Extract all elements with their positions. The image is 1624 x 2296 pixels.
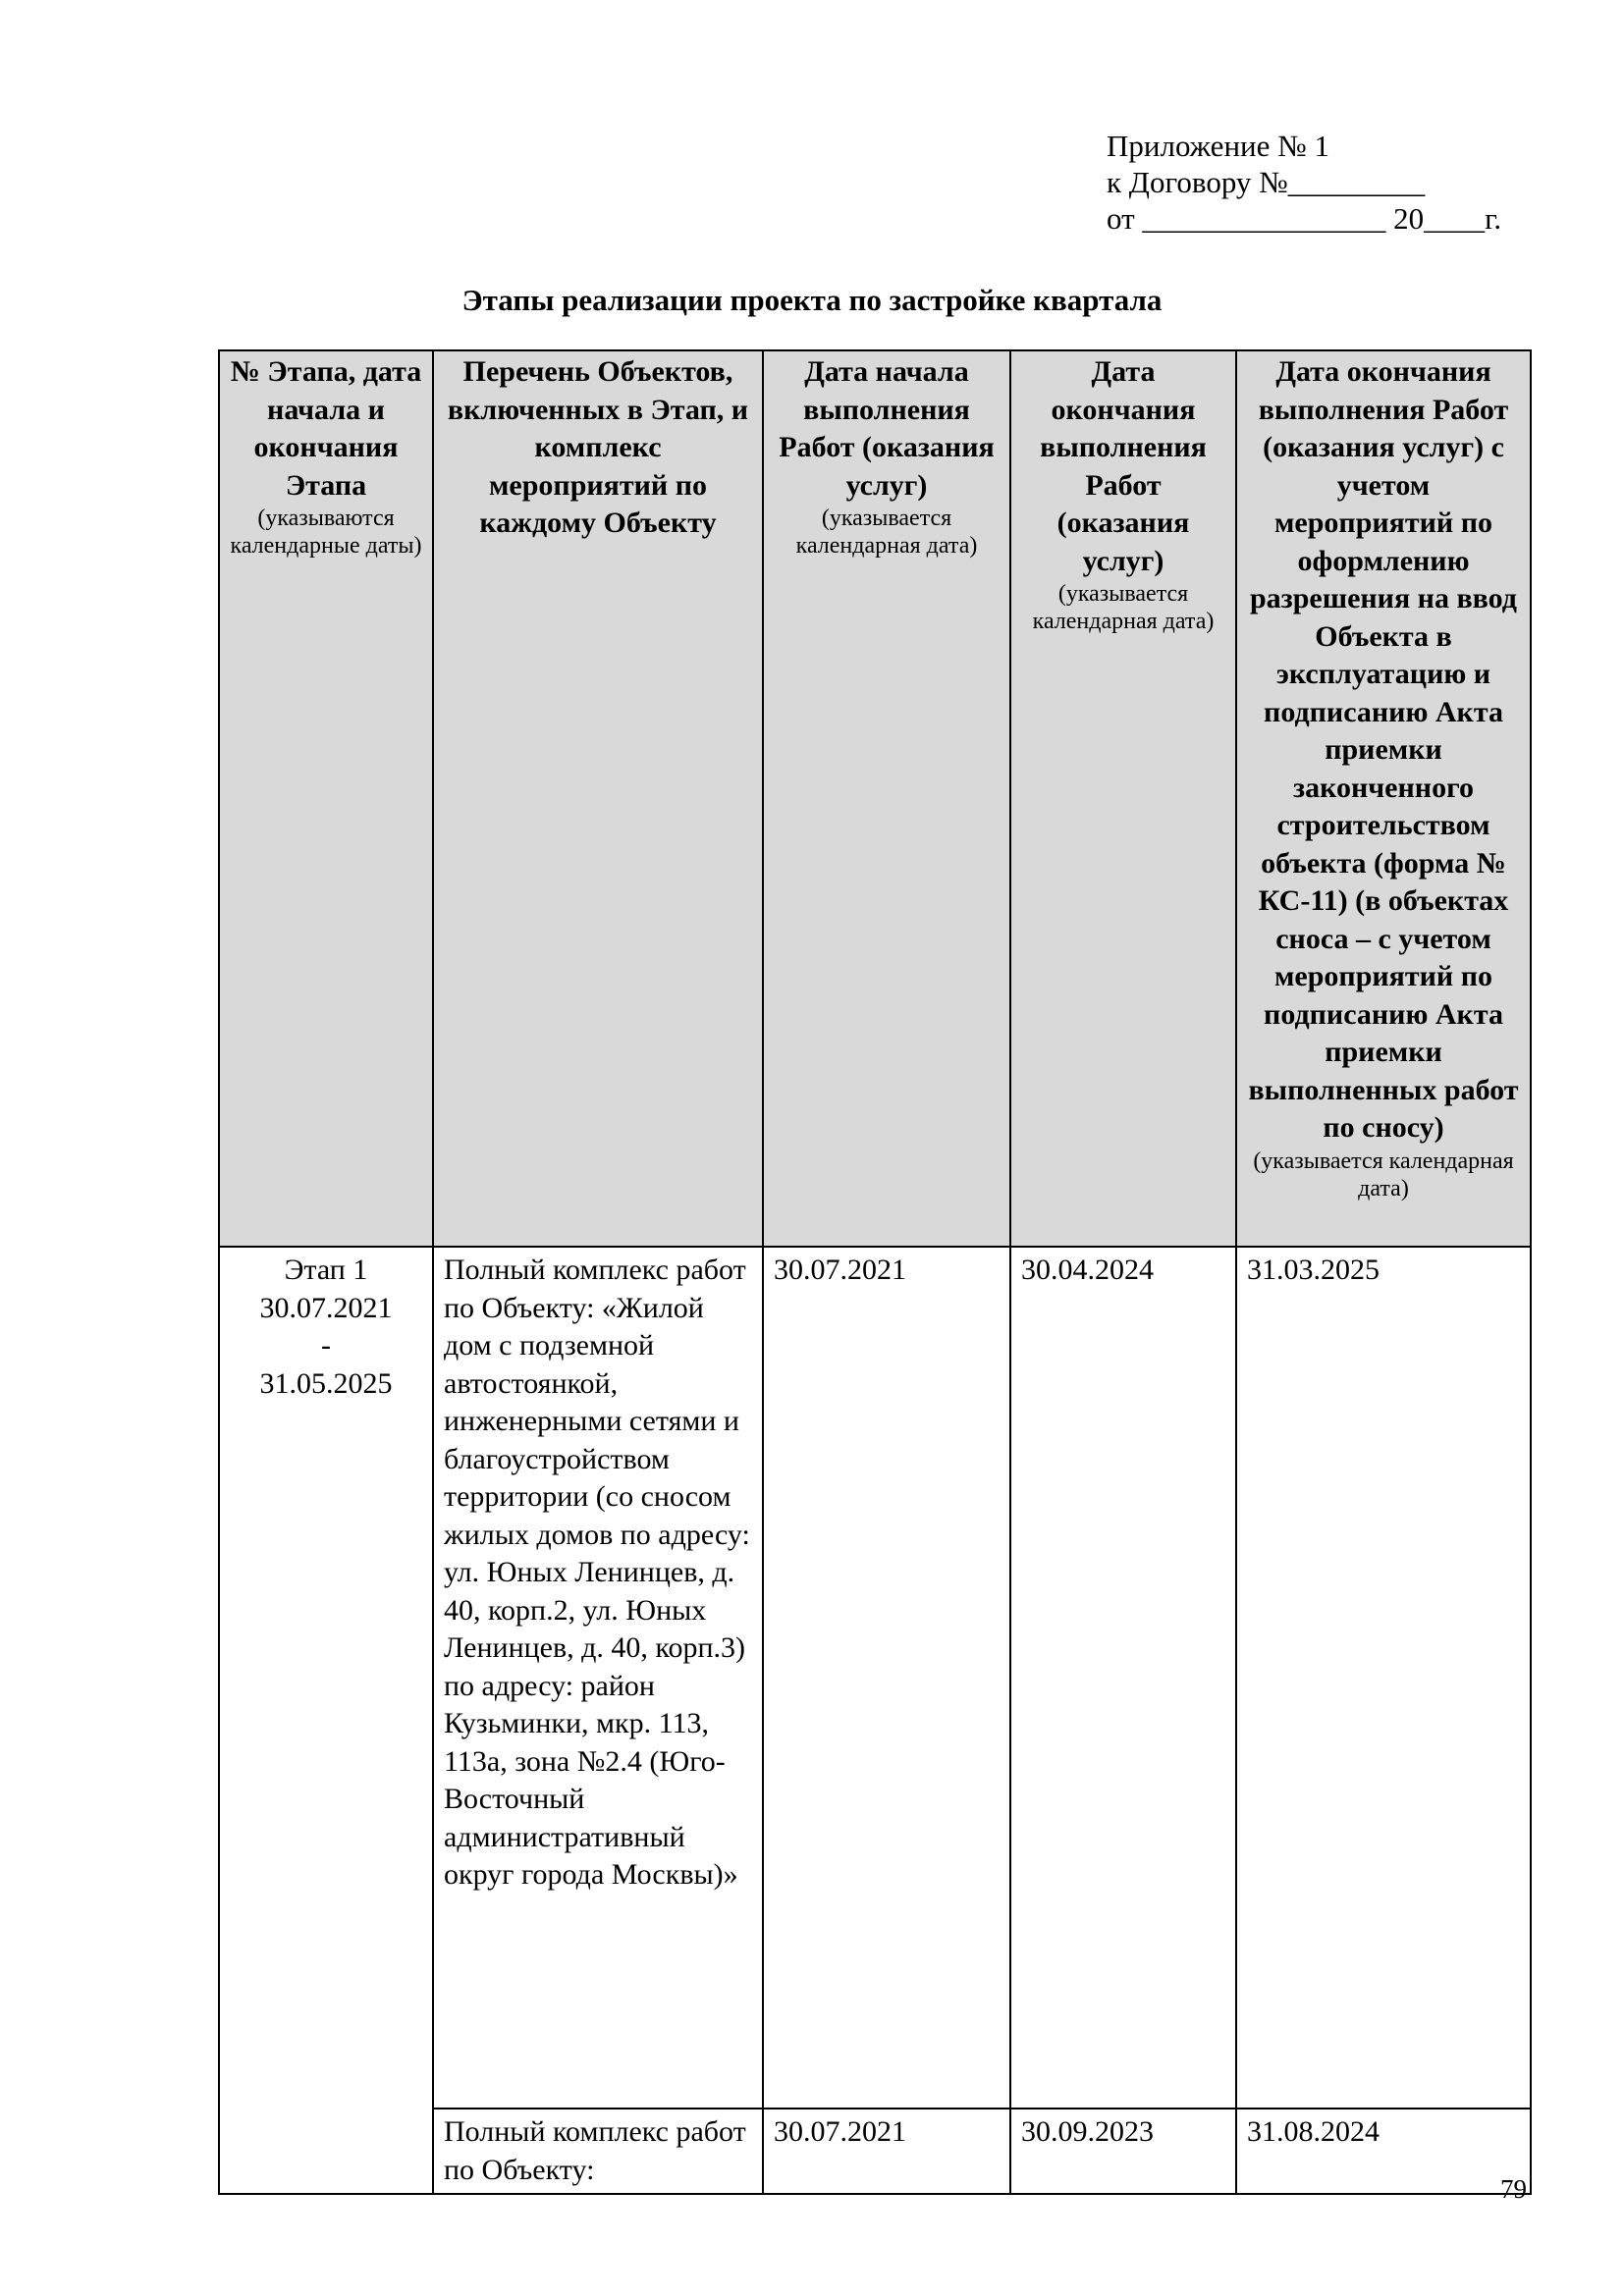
end-date-permits-cell: 31.03.2025 bbox=[1236, 1247, 1531, 2109]
objects-cell: Полный комплекс работ по Объекту: «Жилой дом с подземной автостоянкой, инженерными сетями и благоустройством территории (со сносом жилых домов по адресу: ул. Юных Ленинцев, д. 40, корп.2, ул. Юных Ленинцев, д. 40, корп.3) по адресу: район Кузьминки, мкр. 113, 113а, зона №2.4 (Юго-Восточный административный округ города Москвы)» bbox=[433, 1247, 763, 2109]
appendix-line-3 bbox=[1107, 200, 1501, 237]
stage-name: Этап 1 bbox=[284, 1254, 368, 1286]
objects-cell: Полный комплекс работ по Объекту: bbox=[433, 2109, 763, 2194]
appendix-block bbox=[1107, 128, 1501, 237]
stages-table bbox=[218, 349, 1532, 2195]
contract-date-blank: ________________ bbox=[1142, 201, 1386, 236]
header-start-date-title: Дата начала выполнения Работ (оказания услуг) bbox=[779, 355, 995, 502]
stage-start: 30.07.2021 bbox=[259, 1291, 393, 1324]
stage-cell bbox=[219, 1247, 433, 2194]
contract-year-prefix: 20 bbox=[1393, 201, 1425, 236]
contract-number-blank: _________ bbox=[1287, 165, 1426, 199]
end-date-cell: 30.09.2023 bbox=[1010, 2109, 1236, 2194]
header-end-date-title: Дата окончания выполнения Работ (оказания услуг) bbox=[1040, 355, 1207, 577]
header-end-date-note: (указывается календарная дата) bbox=[1032, 581, 1215, 634]
page-number: 79 bbox=[1500, 2174, 1527, 2204]
appendix-line-1: Приложение № 1 bbox=[1107, 129, 1329, 163]
contract-number-label: к Договору № bbox=[1107, 165, 1288, 199]
document-title: Этапы реализации проекта по застройке квартала bbox=[461, 283, 1163, 317]
end-date-permits-cell: 31.08.2024 bbox=[1236, 2109, 1531, 2194]
header-objects-title: Перечень Объектов, включенных в Этап, и комплекс мероприятий по каждому Объекту bbox=[447, 355, 749, 539]
header-start-date bbox=[763, 350, 1010, 1247]
header-end-date-permits-note: (указывается календарная дата) bbox=[1253, 1148, 1514, 1201]
header-end-date-permits bbox=[1236, 350, 1531, 1247]
header-stage bbox=[219, 350, 433, 1247]
stage-dash: - bbox=[321, 1329, 331, 1362]
header-end-date-permits-title: Дата окончания выполнения Работ (оказания услуг) с учетом мероприятий по оформлению разрешения на ввод Объекта в эксплуатацию и подписанию Акта приемки законченного строительством объекта (форма № КС-11) (в объектах сноса – с учетом мероприятий по подписанию Акта приемки выполненных работ по сносу) bbox=[1248, 355, 1519, 1144]
header-objects bbox=[433, 350, 763, 1247]
table-row bbox=[219, 1247, 1531, 2109]
end-date-cell: 30.04.2024 bbox=[1010, 1247, 1236, 2109]
start-date-cell: 30.07.2021 bbox=[763, 2109, 1010, 2194]
start-date-cell: 30.07.2021 bbox=[763, 1247, 1010, 2109]
header-end-date bbox=[1010, 350, 1236, 1247]
header-stage-title: № Этапа, дата начала и окончания Этапа bbox=[230, 355, 422, 502]
stage-end: 31.05.2025 bbox=[259, 1366, 393, 1400]
contract-year-suffix: г. bbox=[1485, 201, 1502, 236]
header-start-date-note: (указывается календарная дата) bbox=[795, 506, 978, 559]
header-stage-note: (указываются календарные даты) bbox=[230, 506, 422, 559]
contract-date-label: от bbox=[1107, 201, 1135, 236]
table-header-row bbox=[219, 350, 1531, 1247]
appendix-line-2 bbox=[1107, 164, 1501, 200]
contract-year-blank: ____ bbox=[1424, 201, 1486, 236]
